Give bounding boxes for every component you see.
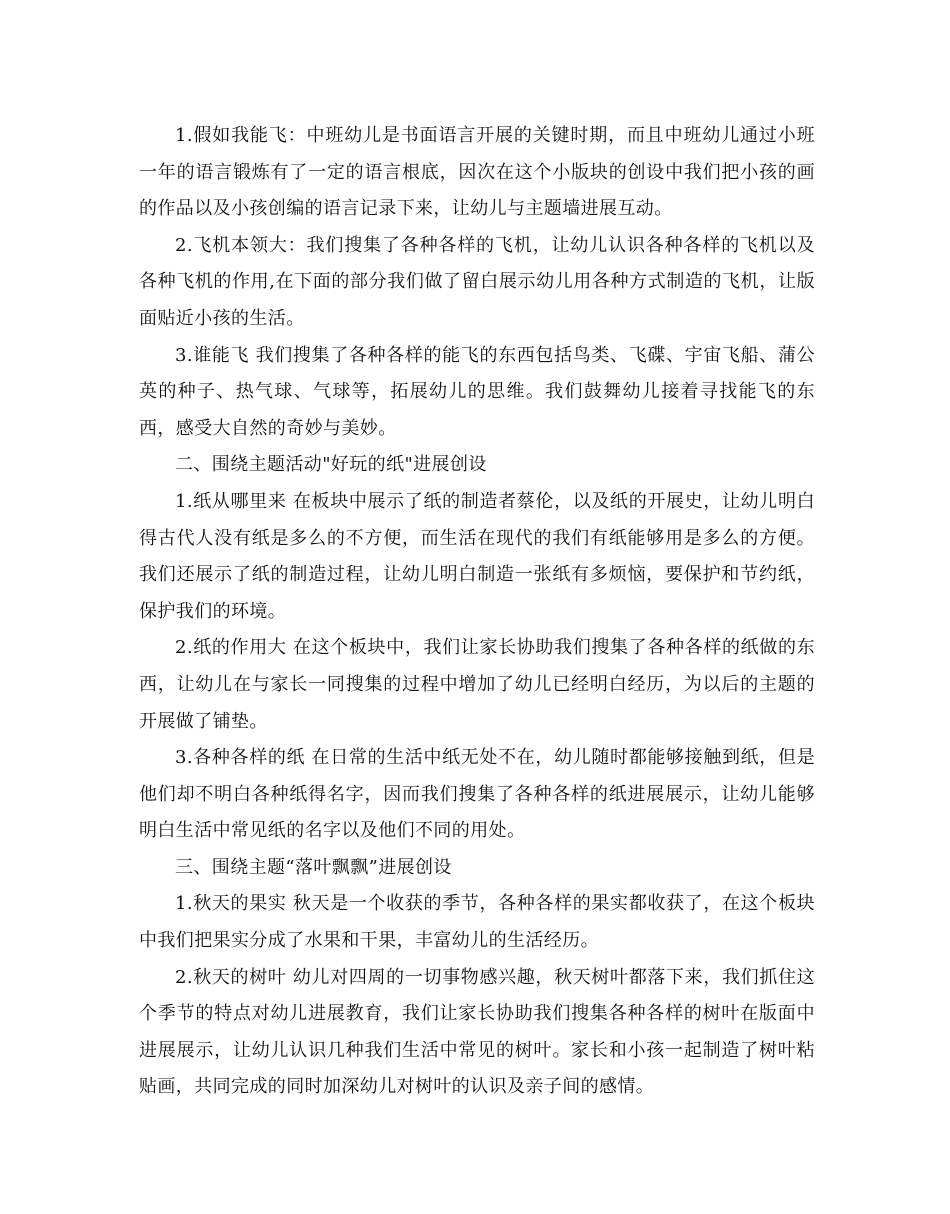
paragraph-autumn-fruit: 1.秋天的果实 秋天是一个收获的季节，各种各样的果实都收获了，在这个板块中我们把果实分成了水果和干果，丰富幼儿的生活经历。: [139, 893, 815, 952]
section-heading-paper: 二、围绕主题活动"好玩的纸"进展创设: [175, 454, 487, 476]
paragraph-flying: 1.假如我能飞：中班幼儿是书面语言开展的关键时期，而且中班幼儿通过小班一年的语言锻炼有了一定的语言根底，因次在这个小版块的创设中我们把小孩的画的作品以及小孩创编的语言记录下来，让幼儿与主题墙进展互动。: [139, 125, 815, 220]
paragraph-autumn-leaves: 2.秋天的树叶 幼儿对四周的一切事物感兴趣，秋天树叶都落下来，我们抓住这个季节的特点对幼儿进展教育，我们让家长协助我们搜集各种各样的树叶在版面中进展展示，让幼儿认识几种我们生活中常见的树叶。家长和小孩一起制造了树叶粘贴画，共同完成的同时加深幼儿对树叶的认识及亲子间的感情。: [139, 966, 815, 1098]
paragraph-paper-use: 2.纸的作用大 在这个板块中，我们让家长协助我们搜集了各种各样的纸做的东西，让幼儿在与家长一同搜集的过程中增加了幼儿已经明白经历，为以后的主题的开展做了铺垫。: [139, 637, 815, 732]
section-heading-leaves: 三、围绕主题“落叶飘飘”进展创设: [175, 856, 452, 878]
document-body: [139, 118, 815, 1106]
paragraph-paper-types: 3.各种各样的纸 在日常的生活中纸无处不在，幼儿随时都能够接触到纸，但是他们却不明白各种纸得名字，因而我们搜集了各种各样的纸进展展示，让幼儿能够明白生活中常见纸的名字以及他们不同的用处。: [139, 747, 815, 842]
paragraph-paper-origin: 1.纸从哪里来 在板块中展示了纸的制造者蔡伦，以及纸的开展史，让幼儿明白得古代人没有纸是多么的不方便，而生活在现代的我们有纸能够用是多么的方便。我们还展示了纸的制造过程，让幼儿明白制造一张纸有多烦恼，要保护和节约纸，保护我们的环境。: [139, 490, 815, 622]
paragraph-airplane: 2.飞机本领大：我们搜集了各种各样的飞机，让幼儿认识各种各样的飞机以及各种飞机的作用,在下面的部分我们做了留白展示幼儿用各种方式制造的飞机，让版面贴近小孩的生活。: [139, 234, 815, 329]
paragraph-who-can-fly: 3.谁能飞 我们搜集了各种各样的能飞的东西包括鸟类、飞碟、宇宙飞船、蒲公英的种子、热气球、气球等，拓展幼儿的思维。我们鼓舞幼儿接着寻找能飞的东西，感受大自然的奇妙与美妙。: [139, 344, 815, 439]
